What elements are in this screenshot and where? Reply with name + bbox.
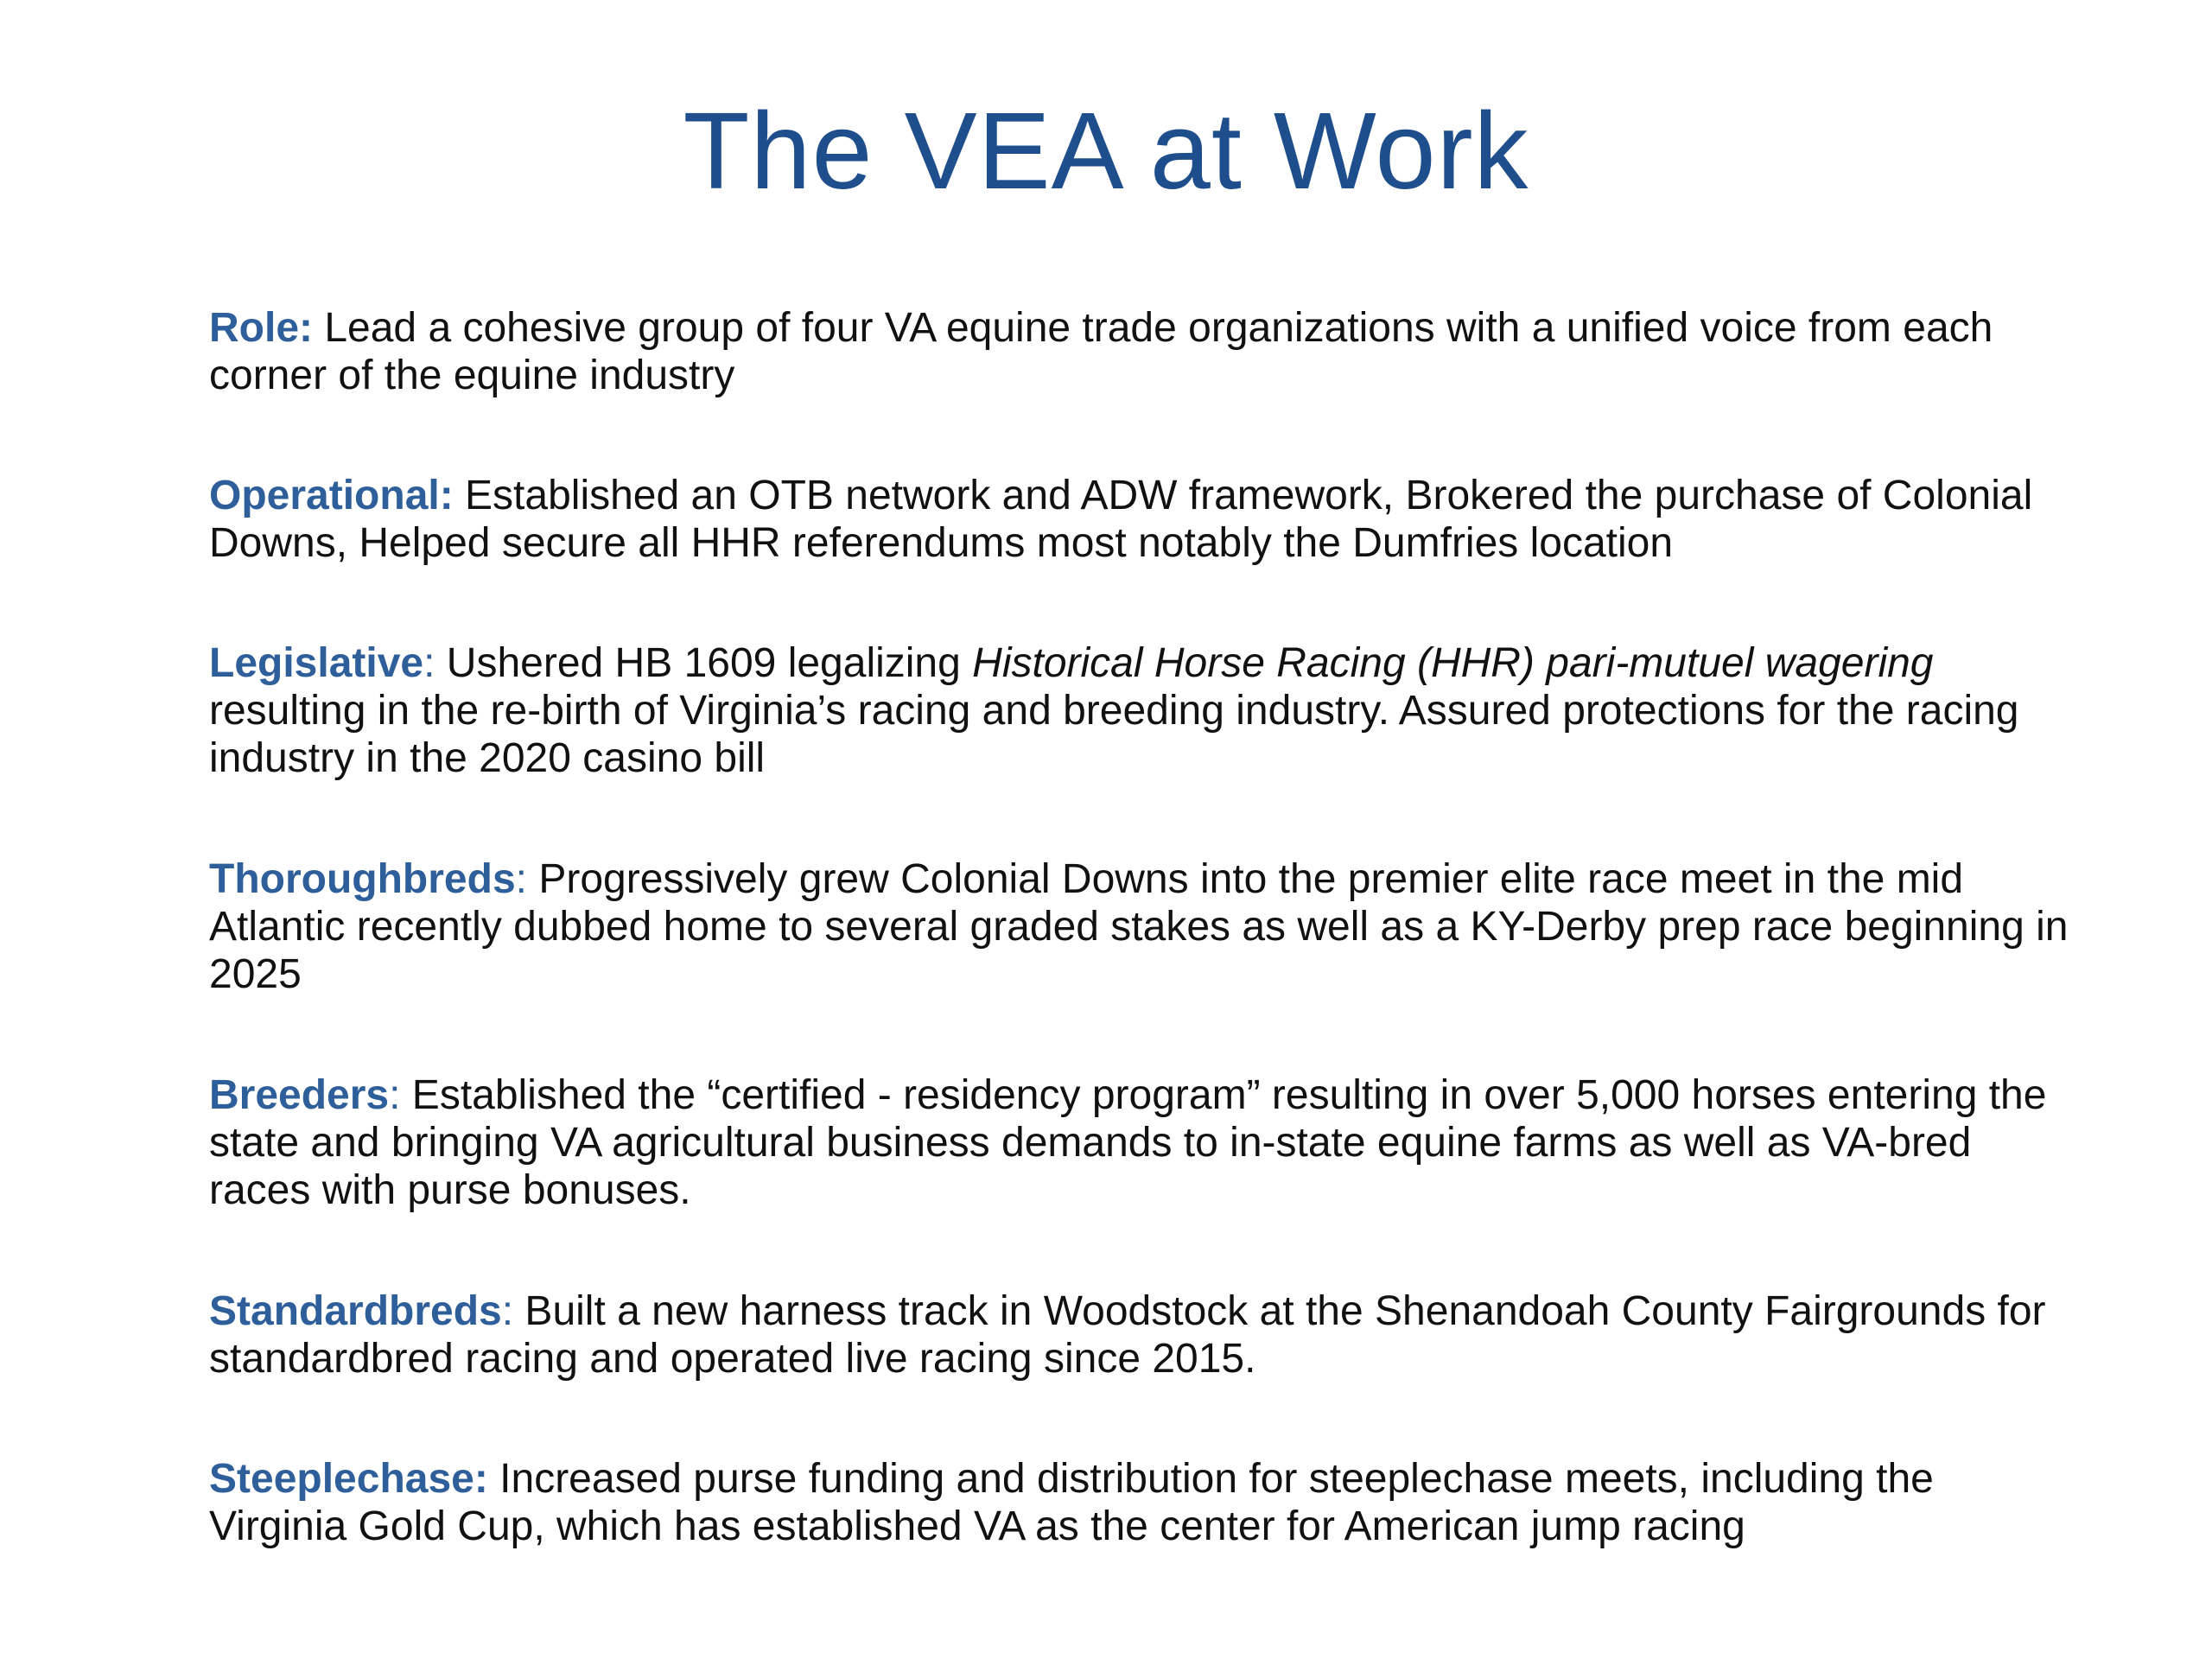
item-text: Established the “certified - residency program” resulting in over 5,000 horses entering the state and bringing VA agricultural business demands to in-state equine farms as well as VA-bred races with purse bonuses. xyxy=(209,1072,2047,1213)
item-label: Breeders xyxy=(209,1072,390,1118)
item-label: Legislative xyxy=(209,640,424,686)
item-separator: : xyxy=(501,1288,514,1334)
item-label: Standardbreds xyxy=(209,1288,502,1334)
item-legislative xyxy=(209,639,2075,782)
item-text: Lead a cohesive group of four VA equine trade organizations with a unified voice from each corner of the equine industry xyxy=(209,305,1993,398)
slide-title: The VEA at Work xyxy=(683,90,1529,212)
item-text: Built a new harness track in Woodstock at the Shenandoah County Fairgrounds for standardbred racing and operated live racing since 2015. xyxy=(209,1288,2046,1382)
item-text-italic: Historical Horse Racing (HHR) pari-mutuel wagering xyxy=(972,640,1934,686)
item-operational xyxy=(209,472,2075,567)
item-standardbreds xyxy=(209,1287,2075,1382)
item-label: Steeplechase: xyxy=(209,1456,488,1502)
item-text: resulting in the re-birth of Virginia’s racing and breeding industry. Assured protections for the racing industry in the 2020 casino bill xyxy=(209,688,2019,781)
item-thoroughbreds xyxy=(209,855,2075,998)
item-separator: : xyxy=(389,1072,401,1118)
item-separator: : xyxy=(423,640,435,686)
item-text: Ushered HB 1609 legalizing xyxy=(435,640,973,686)
item-separator: : xyxy=(515,856,527,902)
item-label: Role: xyxy=(209,305,313,351)
item-breeders xyxy=(209,1071,2075,1214)
item-label: Thoroughbreds xyxy=(209,856,516,902)
item-label: Operational: xyxy=(209,473,454,518)
item-text: Increased purse funding and distribution for steeplechase meets, including the Virginia Gold Cup, which has established VA as the center for American jump racing xyxy=(209,1456,1934,1549)
item-text: Established an OTB network and ADW framework, Brokered the purchase of Colonial Downs, Helped secure all HHR referendums most notably the Dumfries location xyxy=(209,473,2033,566)
item-text: Progressively grew Colonial Downs into the premier elite race meet in the mid Atlantic recently dubbed home to several graded stakes as well as a KY-Derby prep race beginning in 2025 xyxy=(209,856,2069,997)
item-steeplechase xyxy=(209,1455,2075,1550)
item-role xyxy=(209,304,2075,399)
